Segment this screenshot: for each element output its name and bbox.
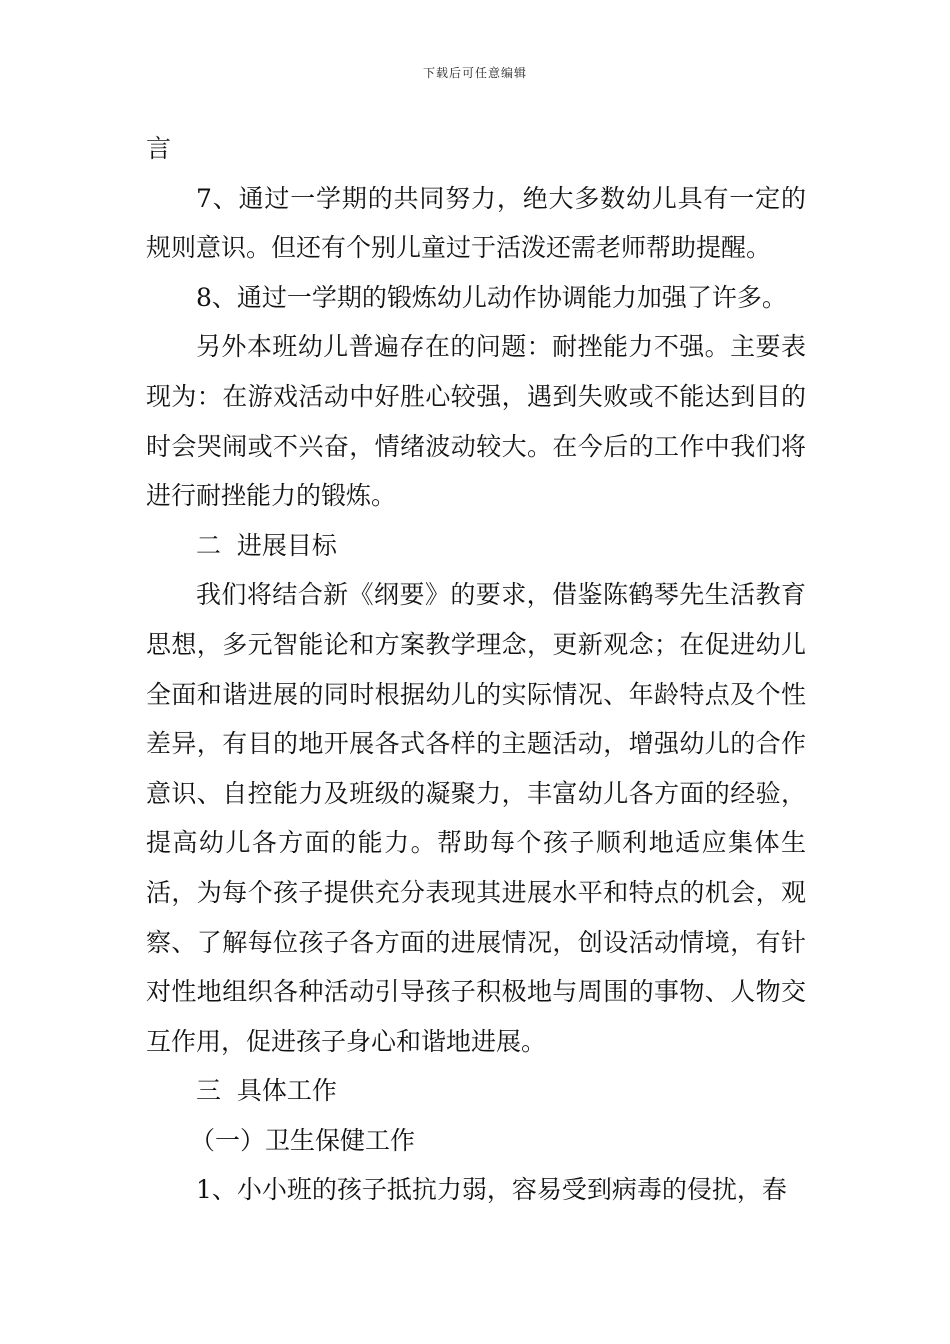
paragraph-item-7: 7、通过一学期的共同努力，绝大多数幼儿具有一定的规则意识。但还有个别儿童过于活泼还需老师帮助提醒。 <box>146 183 806 263</box>
subsection-heading-health: （一）卫生保健工作 <box>190 1125 416 1155</box>
document-body <box>146 124 806 1215</box>
paragraph-item-8: 8、通过一学期的锻炼幼儿动作协调能力加强了许多。 <box>196 282 787 312</box>
section-heading-work: 三 具体工作 <box>196 1076 337 1106</box>
paragraph-health-item-1: 1、小小班的孩子抵抗力弱，容易受到病毒的侵扰，春 <box>196 1175 787 1205</box>
paragraph-problems: 另外本班幼儿普遍存在的问题：耐挫能力不强。主要表现为：在游戏活动中好胜心较强，遇到失败或不能达到目的时会哭闹或不兴奋，情绪波动较大。在今后的工作中我们将进行耐挫能力的锻炼。 <box>146 332 806 511</box>
paragraph-continuation: 言 <box>146 134 172 163</box>
paragraph-goals: 我们将结合新《纲要》的要求，借鉴陈鹤琴先生活教育思想，多元智能论和方案教学理念，更新观念；在促进幼儿全面和谐进展的同时根据幼儿的实际情况、年龄特点及个性差异，有目的地开展各式各样的主题活动，增强幼儿的合作意识、自控能力及班级的凝聚力，丰富幼儿各方面的经验，提高幼儿各方面的能力。帮助每个孩子顺利地适应集体生活，为每个孩子提供充分表现其进展水平和特点的机会，观察、了解每位孩子各方面的进展情况，创设活动情境，有针对性地组织各种活动引导孩子积极地与周围的事物、人物交互作用，促进孩子身心和谐地进展。 <box>146 580 806 1056</box>
page-header: 下载后可任意编辑 <box>422 66 527 80</box>
section-heading-goals: 二 进展目标 <box>196 530 337 560</box>
